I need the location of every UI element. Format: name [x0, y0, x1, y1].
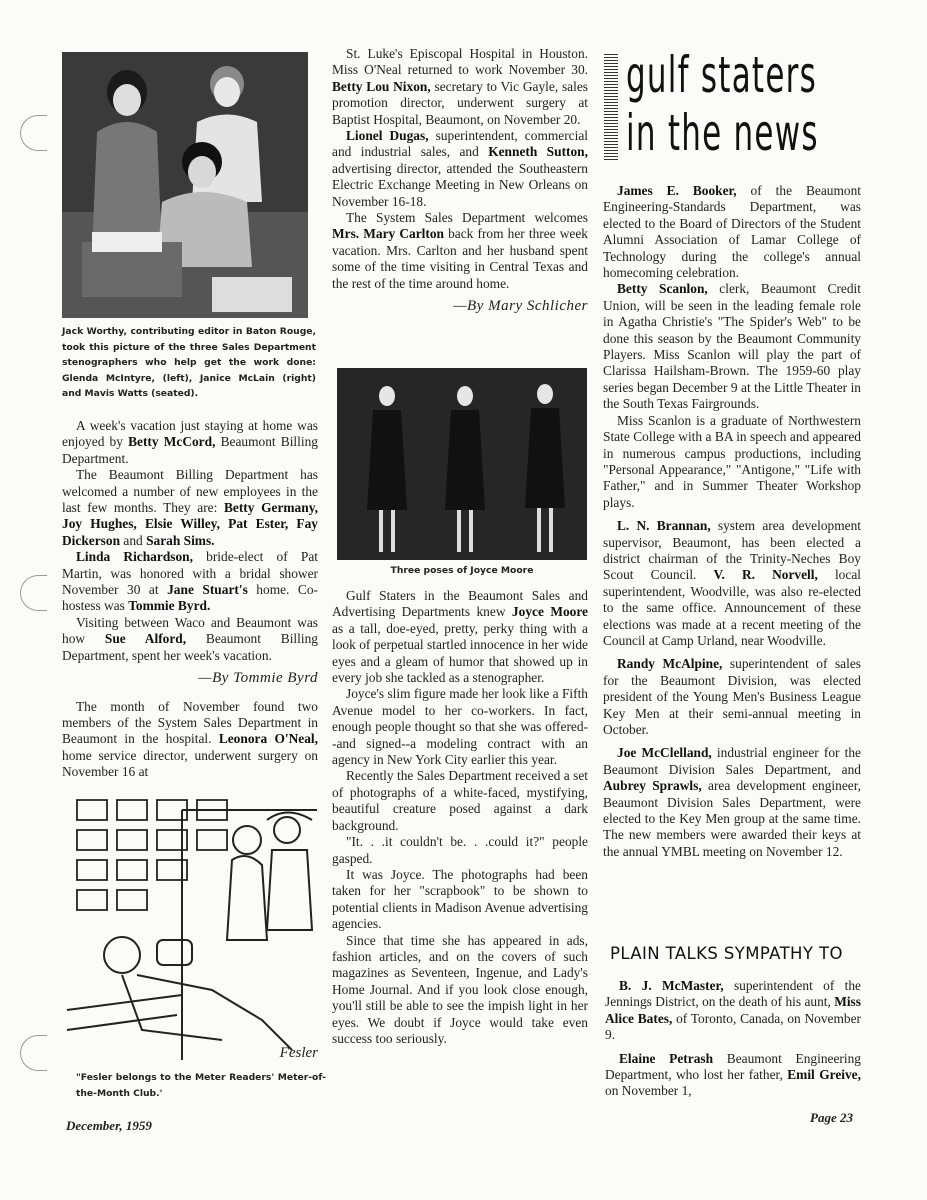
photo-caption: Jack Worthy, contributing editor in Baton Rouge, took this picture of the three Sales Department stenographers who help get the work done: Glenda McIntyre, (left), Janice McLain (right) and Mavis Watts (seated). — [62, 326, 316, 399]
paragraph — [332, 210, 588, 292]
sympathy-list — [605, 978, 861, 1100]
issue-date: December, 1959 — [66, 1118, 152, 1133]
person-name: Kenneth Sutton, — [488, 144, 588, 160]
joyce-moore-photo — [337, 368, 587, 560]
person-name: Betty Lou Nixon, — [332, 78, 431, 94]
person-name: L. N. Brannan, — [617, 518, 711, 534]
paragraph-text: A week's vacation just staying at home was enjoyed by — [62, 418, 318, 450]
person-name: Aubrey Sprawls, — [603, 778, 702, 794]
column-3 — [603, 183, 861, 860]
paragraph-text: system area development supervisor, Beaumont, has been elected a district chairman of the Trinity-Neches Boy Scout Council. — [603, 518, 861, 583]
paragraph-text: local superintendent, Woodville, was also re-elected to the same office. Announcement of these elections was made at a recent meeting of the Council at Camp Urland, near Woodville. — [603, 567, 861, 648]
paragraph-text: as a tall, doe-eyed, pretty, perky thing with a look of perpetual startled innocence in her wide eyes and a gleam of humor that showed up in every job she tackled as a stenographer. — [332, 620, 588, 686]
paragraph-text: The month of November found two members of the System Sales Department in Beaumont in the hospital. — [62, 698, 318, 747]
paragraph-text: secretary to Vic Gayle, sales promotion director, underwent surgery at Baptist Hospital, Beaumont, on November 20. — [332, 78, 588, 127]
cartoon-caption: "Fesler belongs to the Meter Readers' Meter-of-the-Month Club.' — [76, 1072, 326, 1099]
person-name: V. R. Norvell, — [713, 567, 818, 583]
paragraph-text: and — [120, 532, 147, 548]
person-name: Miss Alice Bates, — [605, 994, 861, 1026]
person-name: Joyce Moore — [511, 604, 588, 620]
person-name: Betty McCord, — [128, 434, 216, 450]
paragraph — [332, 867, 588, 933]
article-billing — [62, 418, 318, 664]
binder-hole — [20, 575, 47, 611]
paragraph-text: Beaumont Billing Department, spent her week's vacation. — [62, 631, 318, 663]
section-heading: PLAIN TALKS SYMPATHY TO — [610, 944, 843, 963]
paragraph — [332, 834, 588, 867]
person-name: Linda Richardson, — [76, 549, 193, 565]
paragraph-text: St. Luke's Episcopal Hospital in Houston. Miss O'Neal returned to work November 30. — [332, 46, 588, 78]
masthead-line-1: gulf staters — [626, 46, 818, 104]
paragraph — [605, 978, 861, 1044]
paragraph — [332, 686, 588, 768]
byline: —By Tommie Byrd — [198, 670, 318, 687]
column-2-top — [332, 46, 588, 319]
page-number: Page 23 — [810, 1110, 853, 1125]
paragraph-text: area development engineer, Beaumont Division Sales Department, were elected to the Key Men group at the same time. The new members were awarded their keys at the annual YMBL meeting on November 12. — [603, 778, 861, 859]
news-items — [603, 183, 861, 860]
article-system-sales-cont — [332, 46, 588, 292]
paragraph — [603, 745, 861, 860]
article-system-sales — [62, 699, 318, 781]
article-joyce-moore — [332, 588, 588, 1047]
masthead-stripes — [604, 54, 618, 160]
person-name: Lionel Dugas, — [346, 128, 429, 144]
person-name: Jane Stuart's — [167, 582, 248, 598]
binder-hole — [20, 115, 47, 151]
paragraph — [332, 768, 588, 834]
paragraph-text: superintendent, commercial and industrial sales, and — [332, 128, 589, 160]
person-name: Elaine Petrash — [619, 1050, 714, 1066]
paragraph — [603, 413, 861, 511]
paragraph — [332, 933, 588, 1048]
paragraph-text: superintendent of sales for the Beaumont Division, was elected president of the Young Men's Business League Key Men at their semi-annual meeting in October. — [603, 656, 861, 737]
paragraph-text: industrial engineer for the Beaumont Division Sales Department, and — [603, 745, 861, 777]
person-name: Tommie Byrd. — [128, 598, 211, 614]
section-masthead — [604, 48, 864, 168]
person-name: Betty Scanlon, — [617, 281, 708, 297]
paragraph-text: of the Beaumont Engineering-Standards Department, was elected to the Board of Directors of the Student Alumni Association of Lamar College of Technology during the college's annual homecoming celebration. — [603, 183, 861, 281]
person-name: B. J. McMaster, — [619, 978, 724, 993]
paragraph-text: clerk, Beaumont Credit Union, will be seen in the leading female role in Agatha Christie's "The Spider's Web" to be done this season by the Beaumont Community Players. Miss Scanlon will play the part of Clarissa Hailsham-Brown. The 1959-60 play series began December 9 at the Little Theater in the South Texas Fairgrounds. — [603, 281, 861, 412]
paragraph-text: Recently the Sales Department received a set of photographs of a white-faced, mystifying, beautiful creature posed against a dark background. — [332, 768, 588, 833]
paragraph-text: "It. . .it couldn't be. . .could it?" people gasped. — [332, 834, 588, 866]
paragraph — [62, 467, 318, 549]
paragraph-text: The System Sales Department welcomes — [346, 210, 588, 226]
column-2-bottom — [332, 588, 588, 1047]
person-name: Leonora O'Neal, — [218, 731, 318, 747]
paragraph — [603, 183, 861, 281]
paragraph — [332, 588, 588, 686]
binder-hole — [20, 1035, 47, 1071]
paragraph-text: superintendent of the Jennings District, on the death of his aunt, — [605, 978, 861, 1010]
paragraph-text: Beaumont Engineering Department, who lost her father, — [605, 1050, 861, 1083]
paragraph-text: It was Joyce. The photographs had been taken for her "scrapbook" to be shown to potential clients in Madison Avenue advertising agencies. — [332, 866, 588, 932]
paragraph-text: advertising director, attended the Southeastern Electric Exchange Meeting in New Orleans on November 16-18. — [332, 160, 588, 209]
paragraph — [603, 281, 861, 412]
paragraph — [62, 549, 318, 615]
paragraph-text: home service director, underwent surgery on November 16 at — [62, 747, 318, 780]
byline: —By Mary Schlicher — [453, 298, 588, 315]
paragraph-text: Beaumont Billing Department. — [62, 434, 318, 466]
paragraph — [62, 699, 318, 781]
paragraph — [62, 615, 318, 664]
paragraph-text: Visiting between Waco and Beaumont was how — [62, 614, 318, 647]
paragraph-text: bride-elect of Pat Martin, was honored with a bridal shower November 30 at — [62, 549, 318, 598]
person-name: Sarah Sims. — [146, 532, 215, 548]
person-name: Randy McAlpine, — [617, 656, 723, 672]
paragraph-text: home. Co-hostess was — [62, 582, 318, 614]
cartoon-illustration — [62, 790, 324, 1070]
stenographers-photo — [62, 52, 308, 318]
person-name: Emil Greive, — [787, 1067, 861, 1083]
person-name: James E. Booker, — [617, 183, 737, 198]
masthead-line-2: in the news — [626, 104, 819, 162]
paragraph — [332, 46, 588, 128]
person-name: Sue Alford, — [104, 631, 187, 647]
paragraph-text: The Beaumont Billing Department has welcomed a number of new employees in the last few months. They are: — [62, 467, 318, 516]
paragraph — [605, 1051, 861, 1100]
photo-caption: Three poses of Joyce Moore — [390, 565, 534, 576]
paragraph-text: Since that time she has appeared in ads, fashion articles, and on the covers of such magazines as Seventeen, Ingenue, and Lady's Home Journal. And if you look close enough, you'll still be able to see the impish light in her eyes. We doubt if Joyce would take even success too seriously. — [332, 932, 588, 1046]
paragraph-text: Miss Scanlon is a graduate of Northwestern State College with a BA in speech and appeared in numerous campus productions, including "Personal Appearance," "Antigone," "Life with Father," and in Summer Theater Workshop plays. — [603, 412, 861, 510]
paragraph-text: back from her three week vacation. Mrs. Carlton and her husband spent some of the time visiting in Central Texas and the rest of the time around home. — [332, 226, 588, 291]
artist-signature: Fesler — [279, 1045, 318, 1061]
paragraph-text: Joyce's slim figure made her look like a Fifth Avenue model to her co-workers. In fact, enough people thought so that she was offered--and signed--a modeling contract with an agency in New York City earlier this year. — [332, 686, 588, 768]
paragraph — [332, 128, 588, 210]
paragraph — [603, 518, 861, 649]
column-1 — [62, 418, 318, 781]
sympathy-items — [605, 978, 861, 1100]
paragraph — [603, 656, 861, 738]
paragraph-text: of Toronto, Canada, on November 9. — [605, 1010, 861, 1043]
paragraph — [62, 418, 318, 467]
paragraph-text: Gulf Staters in the Beaumont Sales and Advertising Departments knew — [332, 588, 588, 620]
person-name: Joe McClelland, — [617, 745, 712, 761]
person-name: Betty Germany, Joy Hughes, Elsie Willey, Pat Ester, Fay Dickerson — [62, 500, 318, 548]
paragraph-text: on November 1, — [605, 1083, 692, 1099]
person-name: Mrs. Mary Carlton — [332, 226, 444, 242]
